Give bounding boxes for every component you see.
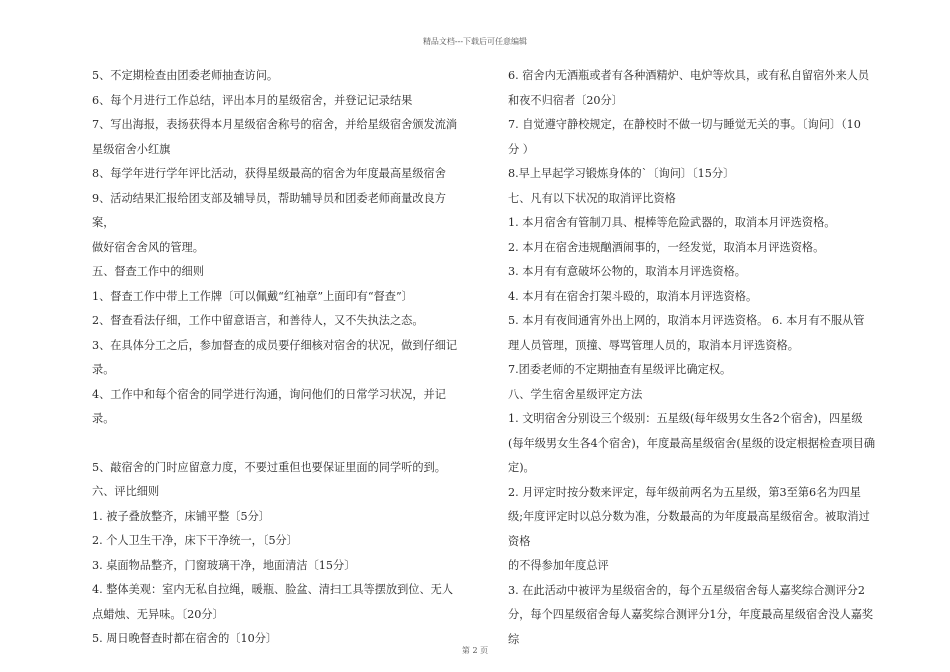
paragraph-line: 5. 本月有夜间通宵外出上网的，取消本月评选资格。 6. 本月有不服从管 xyxy=(508,314,865,327)
paragraph-line: 五、督查工作中的细则 xyxy=(92,265,204,278)
paragraph-line: 5、敲宿舍的门时应留意力度，不要过重但也要保证里面的同学听的到。 xyxy=(92,460,446,474)
paragraph-line: 的不得参加年度总评 xyxy=(508,559,609,572)
paragraph-line: 八、学生宿舍星级评定方法 xyxy=(508,387,643,401)
paragraph-line: 3. 本月有有意破坏公物的，取消本月评选资格。 xyxy=(508,265,746,278)
paragraph-line: 5. 周日晚督查时都在宿舍的〔10分〕 xyxy=(92,632,278,645)
paragraph-line: 级;年度评定时以总分数为准，分数最高的为年度最高星级宿舍。被取消过资格 xyxy=(508,510,870,548)
paragraph-line: 分 ） xyxy=(508,142,534,156)
paragraph-line: 6. 宿舍内无酒瓶或者有各种酒精炉、电炉等炊具，或有私自留宿外来人员 xyxy=(508,69,870,82)
paragraph-line: 6、每个月进行工作总结，评出本月的星级宿舍，并登记记录结果 xyxy=(92,93,413,107)
paragraph-line: 做好宿舍舍风的管理。 xyxy=(92,240,204,254)
paragraph-line: 9、活动结果汇报给团支部及辅导员，帮助辅导员和团委老师商量改良方案， xyxy=(92,191,446,229)
paragraph-line: 2. 个人卫生干净，床下干净统一，〔5分〕 xyxy=(92,534,298,547)
paragraph-line: 4、工作中和每个宿舍的同学进行沟通，询问他们的日常学习状况，并记录。 xyxy=(92,387,446,425)
paragraph-line: 4. 本月有在宿舍打架斗殴的，取消本月评选资格。 xyxy=(508,289,758,303)
paragraph-line: 7. 自觉遵守静校规定，在静校时不做一切与睡觉无关的事。〔询问〕（10 xyxy=(508,118,861,131)
left-column xyxy=(92,64,467,652)
paragraph-line: 1、督查工作中带上工作牌〔可以佩戴“红袖章”上面印有“督查”〕 xyxy=(92,289,413,303)
paragraph-line: 定)。 xyxy=(508,461,535,474)
paragraph-line: 六、评比细则 xyxy=(92,485,160,498)
paragraph-line: 4. 整体美观：室内无私自拉绳，暖瓶、脸盆、清扫工具等摆放到位、无人 xyxy=(92,583,454,596)
page-header: 精品文档---下载后可任意编辑 xyxy=(422,37,528,46)
paragraph-line: 7、写出海报，表扬获得本月星级宿舍称号的宿舍，并给星级宿舍颁发流淌 xyxy=(92,118,458,131)
paragraph-line: 7.团委老师的不定期抽查有星级评比确定权。 xyxy=(508,363,732,376)
paragraph-line: 3、在具体分工之后，参加督查的成员要仔细核对宿舍的状况，做到仔细记 xyxy=(92,338,458,352)
paragraph-line: 8、每学年进行学年评比活动，获得星级最高的宿舍为年度最高星级宿舍 xyxy=(92,167,446,180)
paragraph-line: 5、不定期检查由团委老师抽查访问。 xyxy=(92,69,279,82)
paragraph-line: 2. 本月在宿舍违规酗酒闹事的，一经发觉，取消本月评选资格。 xyxy=(508,240,825,254)
paragraph-line: 3. 桌面物品整齐，门窗玻璃干净，地面清洁〔15分〕 xyxy=(92,558,356,572)
paragraph-line: 2. 月评定时按分数来评定，每年级前两名为五星级，第3至第6名为四星 xyxy=(508,485,861,499)
paragraph-line: 1. 被子叠放整齐，床铺平整〔5分〕 xyxy=(92,509,270,523)
paragraph-line: 3. 在此活动中被评为星级宿舍的，每个五星级宿舍每人嘉奖综合测评分2 xyxy=(508,583,865,597)
paragraph-line: 1. 文明宿舍分别设三个级别：五星级(每年级男女生各2个宿舍)，四星级 xyxy=(508,412,863,425)
paragraph-line: 和夜不归宿者〔20分〕 xyxy=(508,93,623,107)
paragraph-line: 8.早上早起学习锻炼身体的`〔询问〕〔15分〕 xyxy=(508,167,735,180)
paragraph-line: 分，每个四星级宿舍每人嘉奖综合测评分1分，年度最高星级宿舍没人嘉奖综 xyxy=(508,608,874,646)
paragraph-line: 点蜡烛、无异味。〔20分〕 xyxy=(92,607,224,621)
paragraph-line: 理人员管理，顶撞、辱骂管理人员的，取消本月评选资格。 xyxy=(508,338,799,352)
paragraph-line: (每年级男女生各4个宿舍)，年度最高星级宿舍(星级的设定根据检查项目确 xyxy=(508,436,876,450)
paragraph-line xyxy=(92,432,467,456)
paragraph-line: 七、凡有以下状况的取消评比资格 xyxy=(508,191,676,205)
right-column xyxy=(508,64,880,652)
paragraph-line: 录。 xyxy=(92,363,115,376)
paragraph-line: 星级宿舍小红旗 xyxy=(92,142,171,156)
paragraph-line: 1. 本月宿舍有管制刀具、棍棒等危险武器的，取消本月评选资格。 xyxy=(508,216,836,229)
page-number: 第 2 页 xyxy=(461,646,489,655)
paragraph-line: 2、督查看法仔细，工作中留意语言，和善待人，又不失执法之态。 xyxy=(92,314,424,327)
